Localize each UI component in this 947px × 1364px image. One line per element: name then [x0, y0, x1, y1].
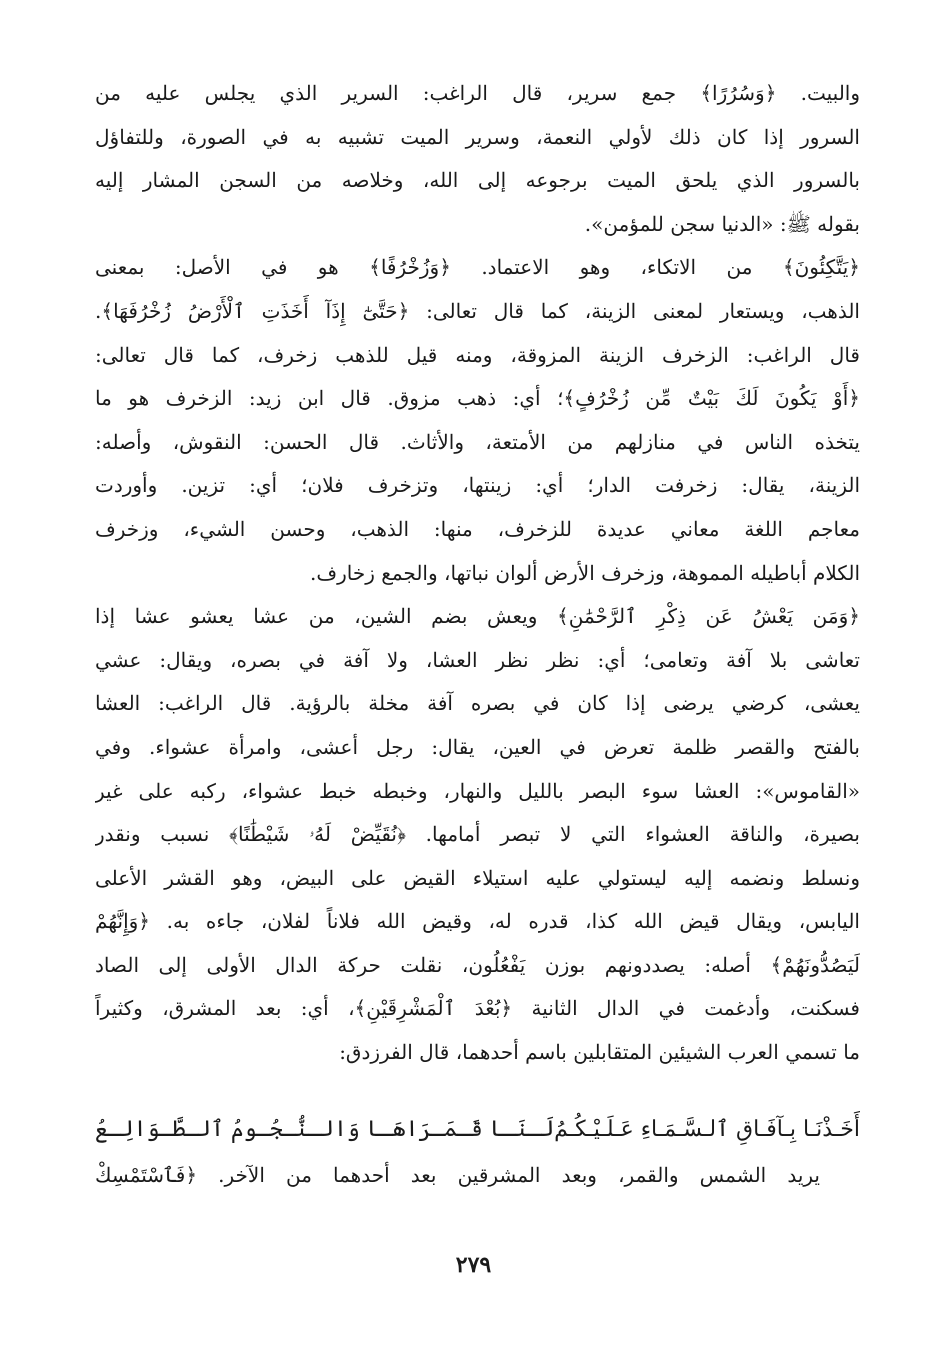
page-number: ٢٧٩ [455, 1252, 492, 1278]
paragraph-2 [95, 246, 860, 595]
text-line: بقوله ﷺ: «الدنيا سجن للمؤمن». [584, 211, 860, 236]
text-line: «القاموس»: العشا سوء البصر بالليل والنهار، وخبطه خبط عشواء، ركبه على غير [95, 778, 860, 803]
text-line: تعاشى بلا آفة وتعامى؛ أي: نظر نظر العشا، ولا آفة في بصره، ويقال: عشي [95, 647, 860, 672]
text-line: معاجم اللغة معاني عديدة للزخرف، منها: الذهب، وحسن الشيء، وزخرف [95, 516, 860, 541]
text-line: ما تسمي العرب الشيئين المتقابلين باسم أحدهما، قال الفرزدق: [339, 1040, 860, 1065]
text-line: فسكنت، وأدغمت في الدال الثانية ﴿بُعْدَ ٱلْمَشْرِقَيْنِ﴾، أي: بعد المشرق، وكثيراً [95, 996, 860, 1021]
book-page-body [95, 72, 860, 1075]
text-line: بالسرور الذي يلحق الميت برجوعه إلى الله، وخلاصه من السجن المشار إليه [95, 168, 860, 193]
text-line: لَيَصُدُّونَهُمْ﴾ أصله: يصددونهم بوزن يَفْعُلُون، نقلت حركة الدال الأولى إلى الصاد [95, 952, 860, 977]
text-line: الكلام أباطيله المموهة، وزخرف الأرض ألوان نباتها، والجمع زخارف. [309, 560, 860, 585]
verse-second-hemistich: لَـنَـا قَـمَـرَاهَـا وَالـنُّـجُـومُ ٱلـطَّـوَالِـعُ [95, 1117, 555, 1142]
text-line: ﴿يَتَّكِئُونَ﴾ من الاتكاء، وهو الاعتماد. ﴿وَزُخْرُفًا﴾ هو في الأصل: بمعنى [95, 255, 860, 280]
paragraph-3 [95, 595, 860, 1075]
text-line: الزينة، يقال: زخرفت الدار؛ أي: زينتها، وتزخرف فلان؛ أي: تزين. وأوردت [95, 473, 860, 498]
text-line: ﴿وَمَن يَعْشُ عَن ذِكْرِ ٱلرَّحْمَٰنِ﴾ ويعش بضم الشين، من عشا يعشو عشا إذا [95, 604, 860, 629]
paragraph-after-verse [95, 1154, 860, 1198]
text-line: الذهب، ويستعار لمعنى الزينة، كما قال تعالى: ﴿حَتَّىٰٓ إِذَآ أَخَذَتِ ٱلْأَرْضُ زُخْرُفَهَا﴾. [95, 298, 860, 323]
text-line: والبيت. ﴿وَسُرُرًا﴾ جمع سرير، قال الراغب: السرير الذي يجلس عليه من [95, 81, 860, 105]
paragraph-1 [95, 72, 860, 246]
text-line: السرور إذا كان ذلك لأولي النعمة، وسرير الميت تشبيه به في الصورة، وللتفاؤل [95, 124, 860, 149]
text-line: بصيرة، والناقة العشواء التي لا تبصر أمامها. ﴿نُقَيِّضْ لَهُۥ شَيْطَٰنًا﴾ نسبب ونقدر [95, 822, 860, 847]
text-line: اليابس، ويقال قيض الله كذا، قدره له، وقيض الله فلاناً لفلان، جاءه به. ﴿وَإِنَّهُمْ [95, 909, 860, 934]
text-line: قال الراغب: الزخرف الزينة المزوقة، ومنه قيل للذهب زخرف، كما قال تعالى: [95, 342, 860, 367]
text-line: ونسلط ونضمه إليه ليستولي عليه استيلاء القيض على البيض، وهو القشر الأعلى [95, 865, 860, 890]
poetry-verse [95, 1106, 860, 1154]
text-line: بالفتح والقصر ظلمة تعرض في العين، يقال: رجل أعشى، وامرأة عشواء. وفي [95, 734, 860, 759]
text-line: يعشى، كرضي يرضى إذا كان في بصره آفة مخلة بالرؤية. قال الراغب: العشا [95, 691, 860, 716]
text-line: يتخذه الناس في منازلهم من الأمتعة، والأثاث. قال الحسن: النقوش، وأصله: [95, 429, 860, 454]
text-line: ﴿أَوْ يَكُونَ لَكَ بَيْتٌ مِّن زُخْرُفٍ﴾؛ أي: ذهب مزوق. قال ابن زيد: الزخرف هو ما [95, 386, 860, 411]
verse-first-hemistich: أَخَـذْنَـا بِـآفَـاقِ ٱلـسَّـمَـاءِ عَـلَـيْـكُـمُ [554, 1117, 860, 1142]
text-line: يريد الشمس والقمر، وبعد المشرقين بعد أحدهما من الآخر. ﴿فَٱسْتَمْسِكْ [95, 1163, 820, 1187]
